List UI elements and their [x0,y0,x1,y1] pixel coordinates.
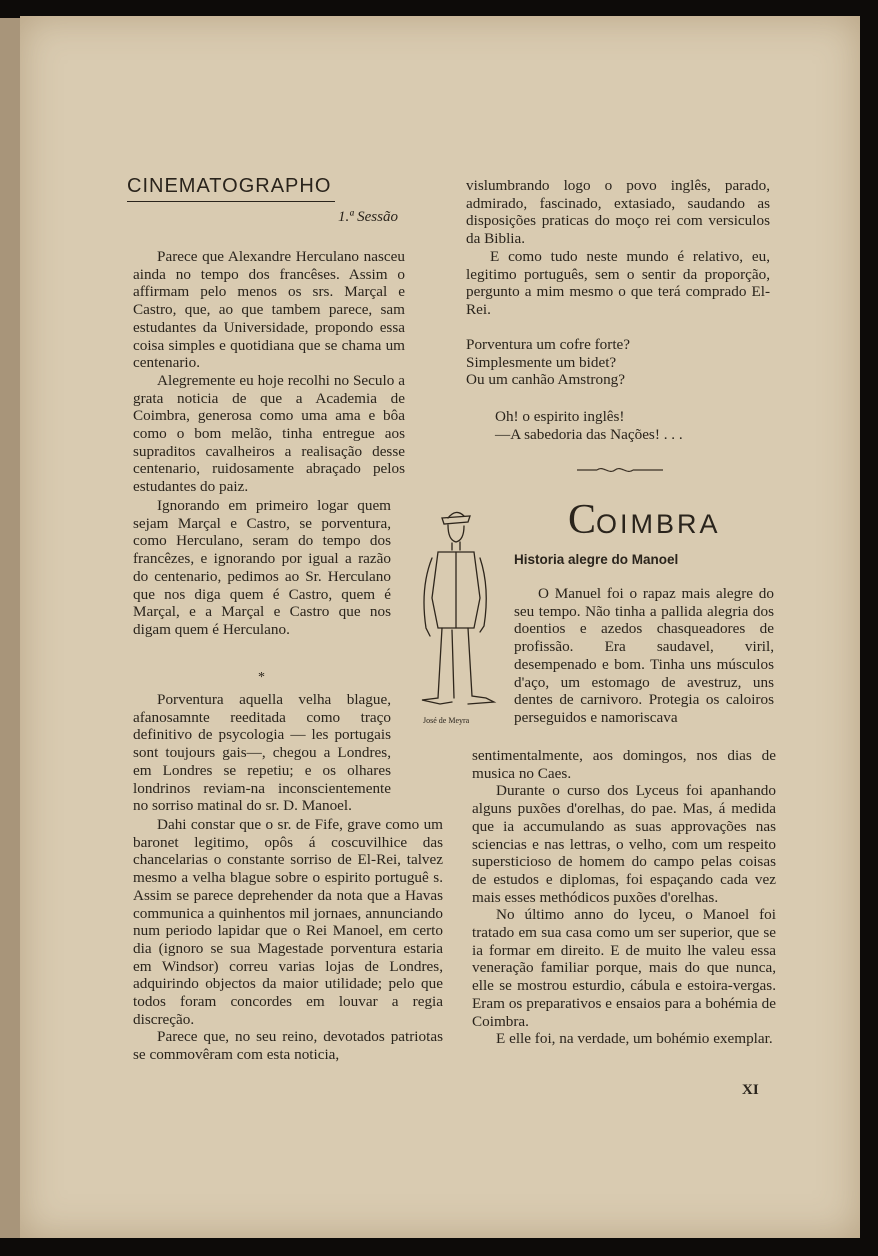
paragraph: E elle foi, na verdade, um bohémio exemplar. [496,1030,773,1048]
paragraph: Parece que, no seu reino, devotados patriotas se commovêram com esta noticia, [133,1028,443,1064]
left-column-top [133,248,405,496]
paragraph: Porventura aquella velha blague, afanosamnte reeditada como traço definitivo de psycologia — les portugais sont toujours gais—, chegou a Londres, em Londres se repetiu; e os olhares londrinos reviam-na inconscientemente no sorriso matinal do sr. D. Manoel. [133,691,391,815]
left-column-bottom [133,816,443,1064]
paragraph: Parece que Alexandre Herculano nasceu ainda no tempo dos francêses. Assim o affirmam pelo menos os srs. Marçal e Castro, que, ao que tambem parece, sam estudantes da Universidade, propondo essa coisa simples e quotidiana que se chama um centenario. [133,248,405,372]
article-subhead: Historia alegre do Manoel [514,552,679,567]
verse-line: Porventura um cofre forte? [466,336,631,353]
section-star: * [258,670,265,685]
paragraph: Durante o curso dos Lyceus foi apanhando alguns puxões d'orelhas, do pae. Mas, á medida que ia accumulando as suas approvações nas sciencias e nas lettras, o velho, com um respeito supersticioso de homem do campo pelas coisas de estudos e diplomas, foi espaçando cada vez mais esses methódicos puxões d'orelhas. [472,782,776,906]
exclaim-block [495,408,765,443]
paragraph: sentimentalmente, aos domingos, nos dias de musica no Caes. [472,747,776,782]
session-label: 1.ª Sessão [338,209,398,225]
exclaim-line: —A sabedoria das Nações! . . . [495,425,683,443]
exclaim-line: Oh! o espirito inglês! [495,408,625,425]
ornament-divider-icon [575,462,665,478]
paragraph: O Manuel foi o rapaz mais alegre do seu tempo. Não tinha a pallida alegria dos doentios e azedos chasqueadores de profissão. Era saudavel, viril, desempenado e bom. Tinha uns músculos d'aço, um estomago de avestruz, uns dentes de carnivoro. Protegia os caloiros perseguidos e namoriscava [514,585,774,726]
right-column-narrow [514,585,774,727]
page-number: XI [742,1082,759,1098]
verse-line: Ou um canhão Amstrong? [466,371,626,389]
paragraph: Dahi constar que o sr. de Fife, grave como um baronet legitimo, opôs á coscuvilhice das chancelarias o constante sorriso de El-Rei, talvez mesmo a velha blague sobre o espirito portuguê s. Assim se parece deprehender da nota que a Havas communica a quinhentos mil jornaes, annunciando num periodo lapidar que o Rei Manoel, em certo dia (ignoro se sua Magestade porventura estaria em Windsor) correu varias lojas de Londres, adquirindo objectos da maior utilidade; pelo que todos foram concordes em louvar a regia discreção. [133,816,443,1028]
left-column-narrow-2 [133,691,391,815]
paragraph: E como tudo neste mundo é relativo, eu, legitimo português, sem o sentir da proporção, pergunto a mim mesmo o que terá comprado El-Rei. [466,247,770,318]
verse-block [466,336,770,389]
right-column-bottom [472,747,776,1048]
left-column-narrow [133,497,391,639]
illustration-credit: José de Meyra [423,716,470,725]
man-sketch-icon [412,508,502,713]
verse-line: Simplesmente um bidet? [466,353,617,371]
page-spine [0,18,22,1238]
section-title-cinematographo: CINEMATOGRAPHO [127,175,331,198]
paragraph: No último anno do lyceu, o Manoel foi tratado em sua casa como um ser superior, que se ia formar em direito. E de muito lhe valeu essa veneração familiar porque, mais do que nunca, elle se mostrou esturdio, cábula e estoira-vergas. Eram os preparativos e ensaios para a bohémia de Coimbra. [472,906,776,1030]
paragraph: Ignorando em primeiro logar quem sejam Marçal e Castro, se porventura, como Herculano, seram do tempo dos francêzes, e ignorando por igual a razão do centenario, pedimos ao Sr. Herculano que nos diga quem é Castro, quem é Marçal, e a Marçal e Castro que nos digam quem é Herculano. [133,497,391,638]
paragraph: Alegremente eu hoje recolhi no Seculo a grata noticia de que a Academia de Coimbra, generosa como uma ama e bôa como o bom melão, tinha entregue aos supraditos cavalheiros a realisação desse centenario, ruidosamente abraçado pelos estudantes do paiz. [133,371,405,496]
right-column-top [466,177,770,319]
section-title-coimbra: COIMBRA [568,497,721,543]
paragraph: vislumbrando logo o povo inglês, parado, admirado, fascinado, extasiado, saudando as disposições praticas do moço rei com versiculos da Biblia. [466,177,770,248]
